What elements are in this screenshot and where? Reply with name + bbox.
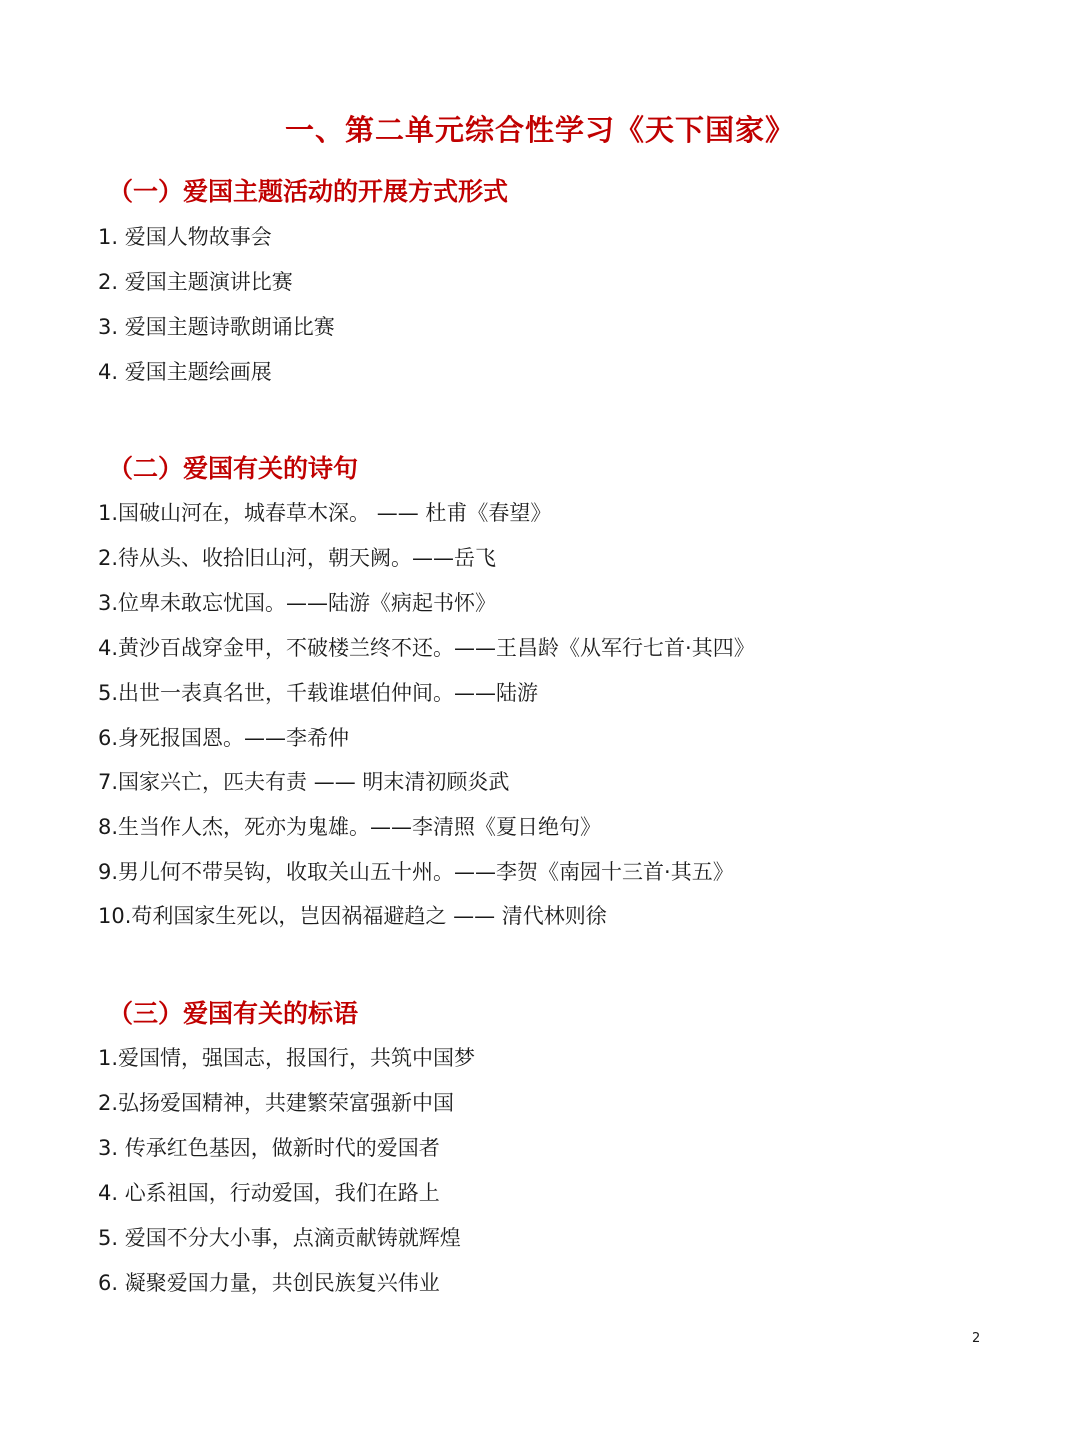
poem-line: 5.出世一表真名世，千载谁堪伯仲间。——陆游	[98, 681, 539, 705]
section-heading-activities: （一）爱国主题活动的开展方式形式	[108, 177, 509, 206]
poem-line: 7.国家兴亡，匹夫有责 —— 明末清初顾炎武	[98, 770, 510, 794]
page-number: 2	[972, 1331, 981, 1346]
slogan-line: 2.弘扬爱国精神，共建繁荣富强新中国	[98, 1091, 455, 1115]
poem-line: 2.待从头、收拾旧山河，朝天阙。——岳飞	[98, 546, 497, 570]
slogan-line: 5. 爱国不分大小事，点滴贡献铸就辉煌	[98, 1226, 461, 1250]
poem-line: 3.位卑未敢忘忧国。——陆游《病起书怀》	[98, 591, 497, 615]
document-title: 一、第二单元综合性学习《天下国家》	[284, 113, 795, 147]
list-item: 4. 爱国主题绘画展	[98, 360, 272, 384]
poem-line: 10.苟利国家生死以，岂因祸福避趋之 —— 清代林则徐	[98, 904, 607, 928]
poem-line: 1.国破山河在，城春草木深。 —— 杜甫《春望》	[98, 501, 552, 525]
slogan-line: 6. 凝聚爱国力量，共创民族复兴伟业	[98, 1271, 440, 1295]
poem-line: 9.男儿何不带吴钩，收取关山五十州。——李贺《南园十三首·其五》	[98, 860, 734, 884]
slogan-line: 4. 心系祖国，行动爱国，我们在路上	[98, 1181, 440, 1205]
poem-line: 8.生当作人杰，死亦为鬼雄。——李清照《夏日绝句》	[98, 815, 602, 839]
slogan-line: 3. 传承红色基因，做新时代的爱国者	[98, 1136, 440, 1160]
list-item: 2. 爱国主题演讲比赛	[98, 270, 293, 294]
section-heading-slogans: （三）爱国有关的标语	[108, 999, 359, 1028]
poem-line: 6.身死报国恩。——李希仲	[98, 726, 350, 750]
list-item: 1. 爱国人物故事会	[98, 225, 272, 249]
section-heading-poems: （二）爱国有关的诗句	[108, 454, 359, 483]
poem-line: 4.黄沙百战穿金甲，不破楼兰终不还。——王昌龄《从军行七首·其四》	[98, 636, 755, 660]
list-item: 3. 爱国主题诗歌朗诵比赛	[98, 315, 335, 339]
slogan-line: 1.爱国情，强国志，报国行，共筑中国梦	[98, 1046, 476, 1070]
